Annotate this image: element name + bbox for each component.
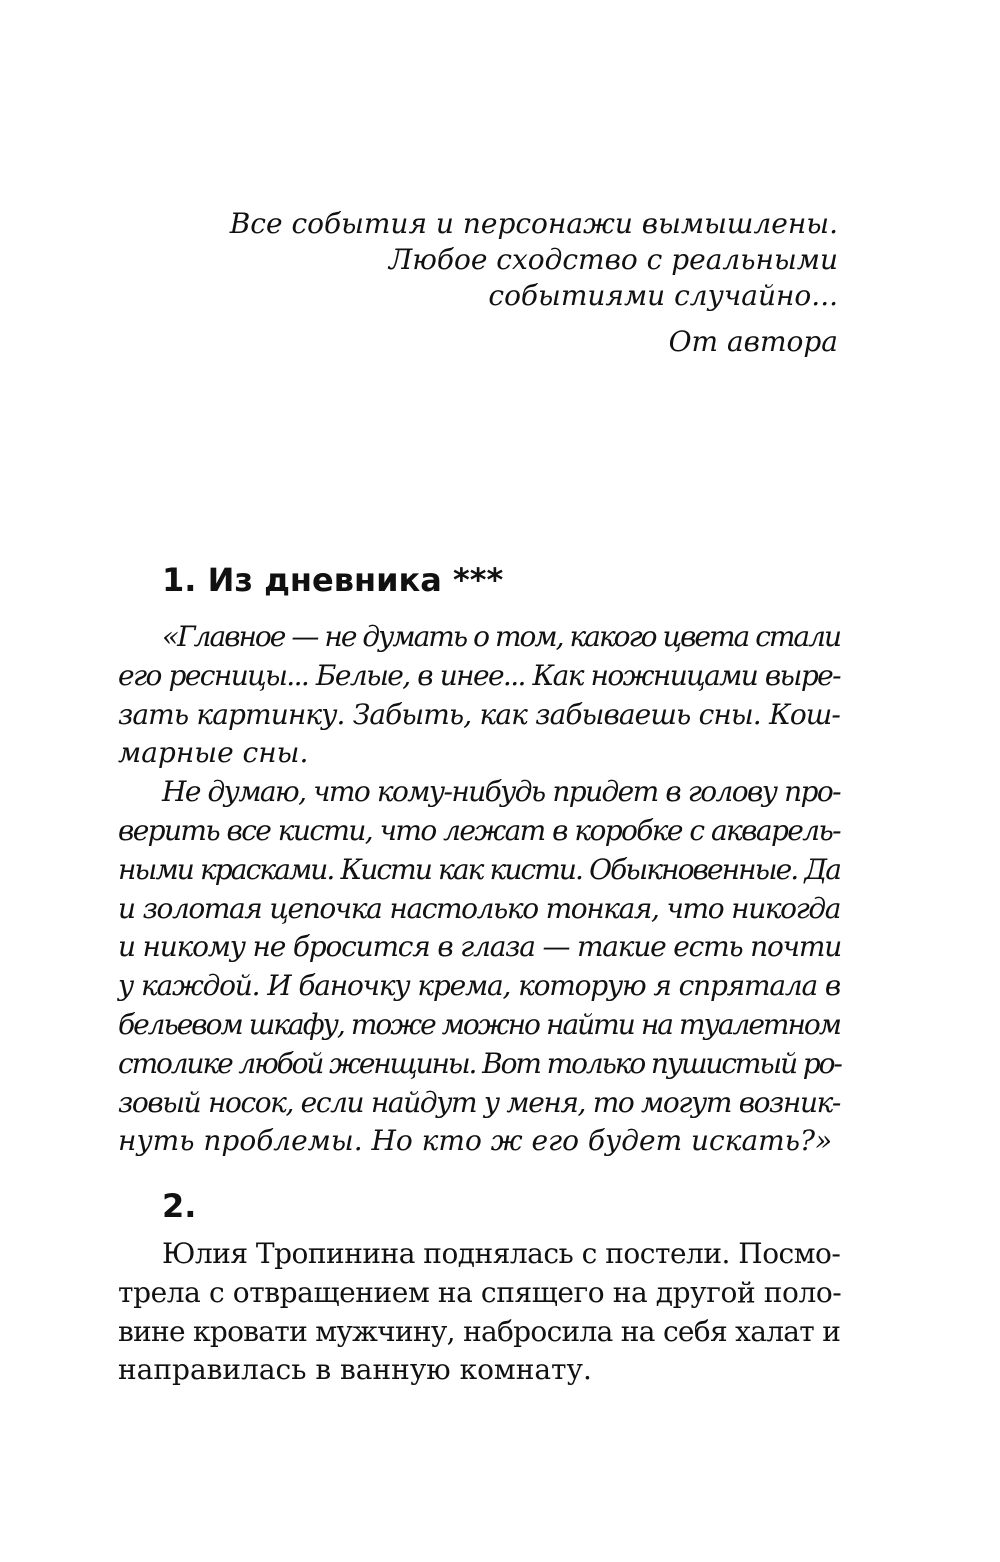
epigraph-line: Все события и персонажи вымышлены. [229, 207, 838, 240]
diary-line: ными красками. Кисти как кисти. Обыкновенные. Да [118, 852, 840, 886]
diary-line: верить все кисти, что лежат в коробке с акварель- [118, 813, 840, 847]
diary-line: и золотая цепочка настолько тонкая, что никогда [118, 891, 840, 925]
diary-line: зать картинку. Забыть, как забываешь сны. Кош- [118, 697, 840, 731]
diary-entry [118, 618, 840, 1161]
chapter-2-title: 2. [162, 1187, 197, 1225]
prose-line: вине кровати мужчину, набросила на себя халат и [118, 1314, 841, 1348]
diary-line: столике любой женщины. Вот только пушистый ро- [118, 1046, 841, 1080]
diary-line: у каждой. И баночку крема, которую я спрятала в [118, 969, 840, 1003]
diary-line: его ресницы... Белые, в инее... Как ножницами выре- [118, 658, 840, 692]
epigraph-line: Любое сходство с реальными [388, 243, 838, 276]
diary-line: нуть проблемы. Но кто ж его будет искать?» [118, 1124, 833, 1158]
prose-line: направилась в ванную комнату. [118, 1353, 592, 1387]
diary-line: и никому не бросится в глаза — такие есть почти [118, 930, 842, 964]
diary-line: зовый носок, если найдут у меня, то могут возник- [118, 1085, 840, 1119]
epigraph-signature: От автора [668, 325, 838, 358]
diary-line: Не думаю, что кому-нибудь придет в голову про- [162, 775, 840, 809]
diary-line: марные сны. [118, 736, 309, 770]
prose-line: трела с отвращением на спящего на другой поло- [118, 1275, 842, 1309]
diary-line: бельевом шкафу, тоже можно найти на туалетном [118, 1007, 840, 1041]
chapter-1-title: 1. Из дневника *** [162, 561, 504, 599]
prose-line: Юлия Тропинина поднялась с постели. Посмо- [162, 1237, 841, 1270]
diary-line: «Главное — не думать о том, какого цвета стали [162, 620, 840, 653]
epigraph-line: событиями случайно... [488, 279, 838, 312]
chapter-2-text [118, 1235, 840, 1390]
epigraph [230, 206, 838, 360]
